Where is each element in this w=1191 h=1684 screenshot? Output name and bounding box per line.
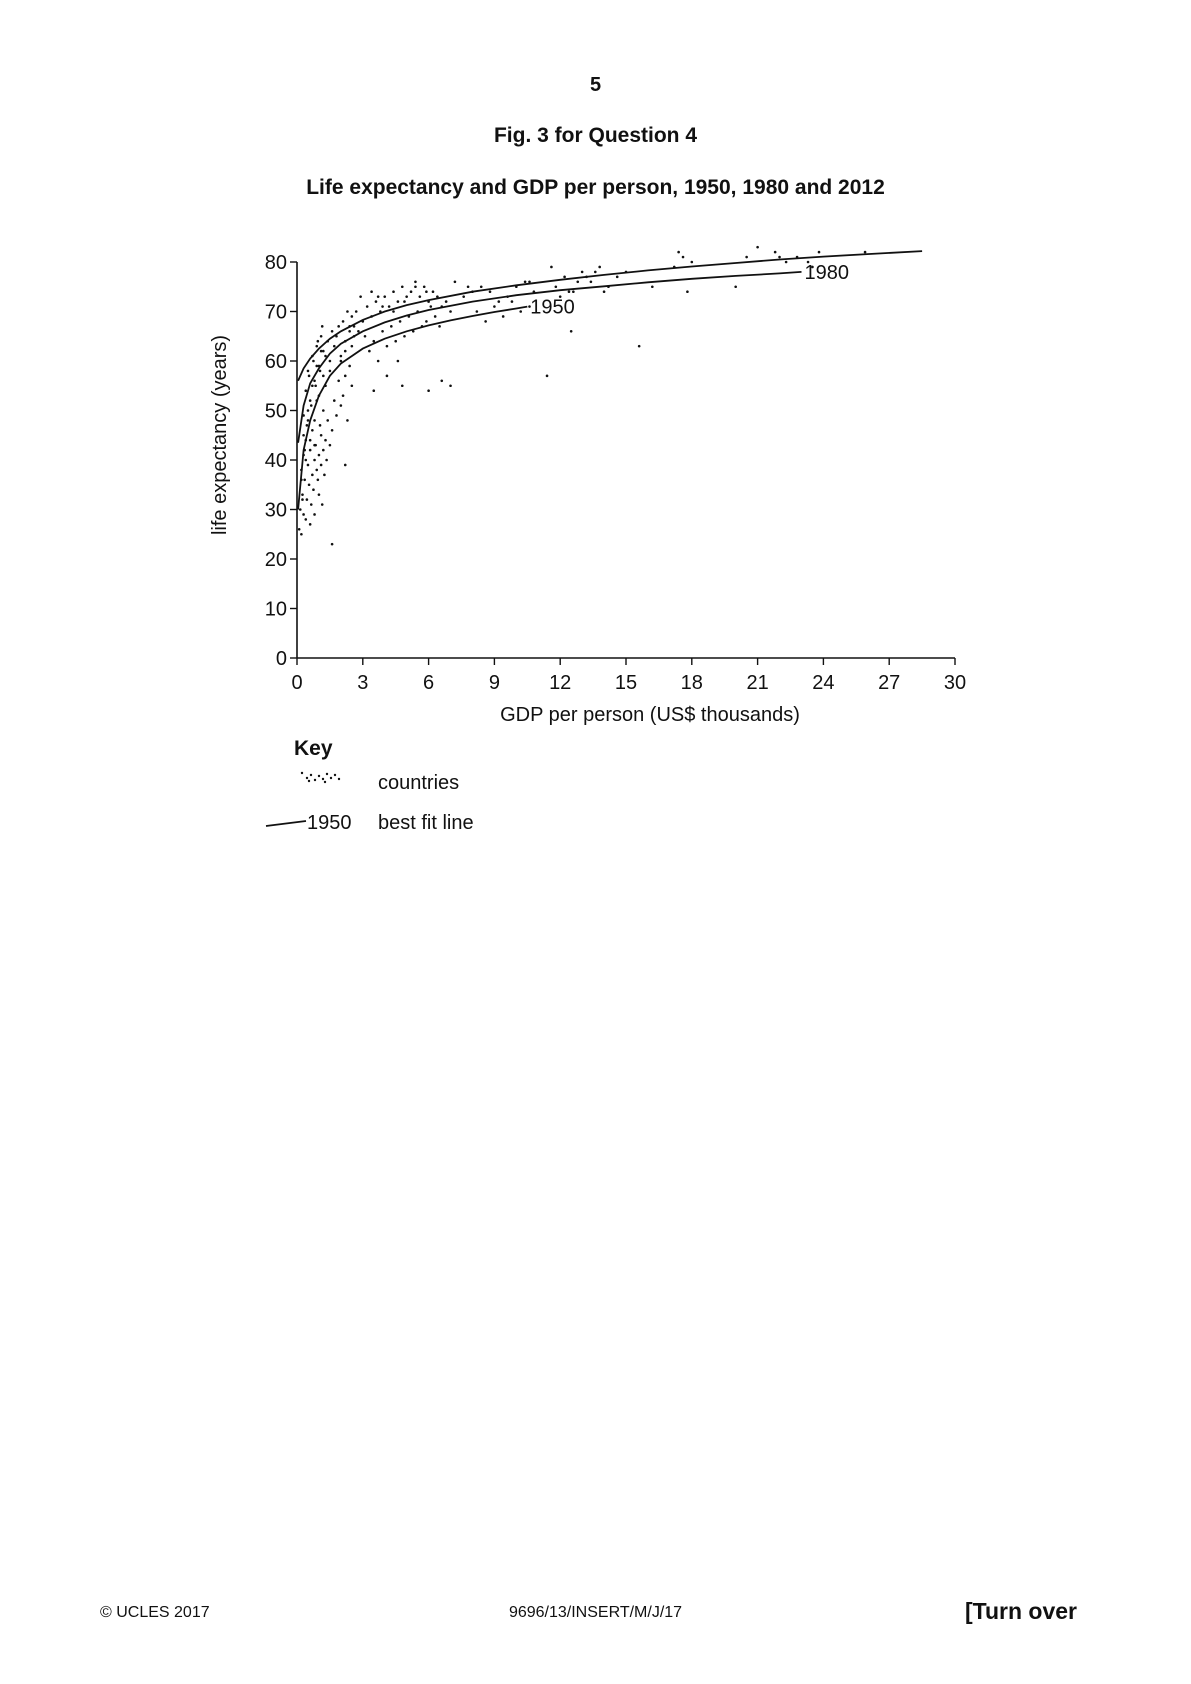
country-point bbox=[462, 295, 465, 298]
country-point bbox=[348, 365, 351, 368]
legend bbox=[266, 737, 474, 834]
country-point bbox=[309, 399, 312, 402]
y-tick-label: 30 bbox=[264, 499, 287, 522]
country-point bbox=[864, 251, 867, 254]
country-point bbox=[375, 300, 378, 303]
country-point bbox=[603, 290, 606, 293]
country-point bbox=[333, 345, 336, 348]
country-point bbox=[319, 370, 322, 373]
country-point bbox=[342, 394, 345, 397]
country-point bbox=[311, 384, 314, 387]
country-point bbox=[818, 251, 821, 254]
line-labels bbox=[530, 262, 849, 319]
country-point bbox=[570, 330, 573, 333]
country-point bbox=[568, 290, 571, 293]
country-points bbox=[298, 246, 866, 546]
country-point bbox=[313, 419, 316, 422]
country-point bbox=[335, 414, 338, 417]
country-point bbox=[320, 464, 323, 467]
line-label-1950: 1950 bbox=[530, 296, 575, 319]
y-tick-label: 20 bbox=[264, 549, 287, 571]
country-point bbox=[392, 290, 395, 293]
country-point bbox=[403, 300, 406, 303]
country-point bbox=[774, 251, 777, 254]
country-point bbox=[344, 350, 347, 353]
country-point bbox=[476, 310, 479, 313]
country-point bbox=[307, 370, 310, 373]
country-point bbox=[300, 533, 303, 536]
country-point bbox=[322, 375, 325, 378]
country-point bbox=[320, 335, 323, 338]
country-point bbox=[313, 513, 316, 516]
country-point bbox=[502, 315, 505, 318]
country-point bbox=[307, 419, 310, 422]
country-point bbox=[383, 295, 386, 298]
country-point bbox=[313, 444, 316, 447]
x-tick-label: 6 bbox=[423, 672, 435, 694]
y-tick-label: 80 bbox=[264, 252, 287, 274]
country-point bbox=[370, 290, 373, 293]
country-point bbox=[555, 285, 558, 288]
country-point bbox=[423, 285, 426, 288]
country-point bbox=[308, 483, 311, 486]
x-tick-label: 3 bbox=[357, 672, 369, 694]
country-point bbox=[329, 444, 332, 447]
country-point bbox=[576, 281, 579, 284]
axes bbox=[265, 252, 966, 694]
country-point bbox=[302, 434, 305, 437]
country-point bbox=[324, 439, 327, 442]
country-point bbox=[311, 474, 314, 477]
country-point bbox=[301, 498, 304, 501]
legend-dot bbox=[322, 778, 324, 780]
country-point bbox=[331, 429, 334, 432]
country-point bbox=[304, 459, 307, 462]
country-point bbox=[594, 271, 597, 274]
y-tick-label: 40 bbox=[264, 450, 287, 472]
country-point bbox=[386, 345, 389, 348]
country-point bbox=[304, 389, 307, 392]
country-point bbox=[311, 429, 314, 432]
country-point bbox=[318, 454, 321, 457]
country-point bbox=[344, 464, 347, 467]
country-point bbox=[434, 315, 437, 318]
country-point bbox=[377, 360, 380, 363]
country-point bbox=[397, 360, 400, 363]
country-point bbox=[322, 350, 325, 353]
y-tick-label: 0 bbox=[275, 648, 287, 670]
country-point bbox=[309, 449, 312, 452]
country-point bbox=[480, 285, 483, 288]
legend-dot bbox=[334, 774, 336, 776]
footer-turn-over: [Turn over bbox=[964, 1598, 1077, 1624]
country-point bbox=[432, 290, 435, 293]
country-point bbox=[467, 285, 470, 288]
country-point bbox=[315, 345, 318, 348]
legend-dot bbox=[338, 778, 340, 780]
country-point bbox=[302, 513, 305, 516]
country-point bbox=[310, 404, 313, 407]
country-point bbox=[299, 508, 302, 511]
country-point bbox=[572, 290, 575, 293]
chart-title: Life expectancy and GDP per person, 1950, 1980 and 2012 bbox=[306, 176, 885, 199]
country-point bbox=[381, 305, 384, 308]
country-point bbox=[550, 266, 553, 269]
country-point bbox=[326, 419, 329, 422]
country-point bbox=[449, 310, 452, 313]
country-point bbox=[414, 285, 417, 288]
footer-code: 9696/13/INSERT/M/J/17 bbox=[508, 1604, 683, 1621]
x-tick-label: 0 bbox=[291, 672, 303, 694]
country-point bbox=[651, 285, 654, 288]
country-point bbox=[691, 261, 694, 264]
country-point bbox=[414, 281, 417, 284]
country-point bbox=[329, 360, 332, 363]
best-fit-lines bbox=[298, 251, 922, 509]
country-point bbox=[438, 325, 441, 328]
country-point bbox=[745, 256, 748, 259]
country-point bbox=[563, 276, 566, 279]
country-point bbox=[377, 295, 380, 298]
country-point bbox=[381, 330, 384, 333]
country-point bbox=[346, 310, 349, 313]
legend-dots-icon bbox=[301, 772, 340, 783]
country-point bbox=[303, 479, 306, 482]
country-point bbox=[524, 281, 527, 284]
y-tick-label: 70 bbox=[264, 301, 287, 324]
y-tick-label: 50 bbox=[264, 400, 287, 423]
country-point bbox=[325, 459, 328, 462]
y-tick-label: 10 bbox=[264, 598, 287, 621]
page-number: 5 bbox=[589, 74, 602, 96]
y-axis-label: life expectancy (years) bbox=[209, 334, 231, 536]
country-point bbox=[322, 449, 325, 452]
country-point bbox=[778, 256, 781, 259]
country-point bbox=[298, 528, 301, 531]
country-point bbox=[403, 335, 406, 338]
country-point bbox=[359, 295, 362, 298]
legend-dot bbox=[306, 777, 308, 779]
country-point bbox=[686, 290, 689, 293]
legend-dot bbox=[324, 781, 326, 783]
country-point bbox=[484, 320, 487, 323]
country-point bbox=[511, 300, 514, 303]
country-point bbox=[313, 380, 316, 383]
country-point bbox=[440, 380, 443, 383]
x-tick-label: 30 bbox=[943, 672, 967, 694]
country-point bbox=[401, 384, 404, 387]
country-point bbox=[340, 404, 343, 407]
country-point bbox=[616, 276, 619, 279]
country-point bbox=[346, 419, 349, 422]
country-point bbox=[301, 493, 304, 496]
country-point bbox=[309, 439, 312, 442]
country-point bbox=[348, 330, 351, 333]
y-tick-label: 60 bbox=[264, 351, 287, 373]
country-point bbox=[425, 320, 428, 323]
x-tick-label: 12 bbox=[549, 672, 572, 694]
footer-copyright: © UCLES 2017 bbox=[100, 1604, 210, 1621]
country-point bbox=[309, 523, 312, 526]
x-tick-label: 9 bbox=[488, 672, 500, 694]
country-point bbox=[590, 281, 593, 284]
country-point bbox=[312, 360, 315, 363]
legend-line-sample-label: 1950 bbox=[307, 812, 352, 834]
country-point bbox=[355, 310, 358, 313]
country-point bbox=[493, 305, 496, 308]
country-point bbox=[419, 295, 422, 298]
country-point bbox=[344, 375, 347, 378]
country-point bbox=[351, 345, 354, 348]
country-point bbox=[519, 310, 522, 313]
country-point bbox=[372, 340, 375, 343]
legend-dot bbox=[326, 773, 328, 775]
country-point bbox=[394, 340, 397, 343]
country-point bbox=[449, 384, 452, 387]
legend-dot bbox=[330, 777, 332, 779]
country-point bbox=[756, 246, 759, 249]
country-point bbox=[429, 305, 432, 308]
country-point bbox=[333, 399, 336, 402]
legend-dot bbox=[301, 772, 303, 774]
line-label-1980: 1980 bbox=[804, 261, 849, 284]
country-point bbox=[304, 518, 307, 521]
country-point bbox=[581, 271, 584, 274]
country-point bbox=[331, 330, 334, 333]
country-point bbox=[785, 261, 788, 264]
country-point bbox=[315, 469, 318, 472]
x-tick-label: 27 bbox=[878, 672, 901, 694]
country-point bbox=[489, 290, 492, 293]
country-point bbox=[340, 355, 343, 358]
x-tick-label: 21 bbox=[746, 672, 769, 694]
country-point bbox=[320, 434, 323, 437]
country-point bbox=[342, 320, 345, 323]
country-point bbox=[308, 375, 311, 378]
country-point bbox=[388, 305, 391, 308]
country-point bbox=[318, 493, 321, 496]
country-point bbox=[337, 380, 340, 383]
x-tick-label: 15 bbox=[614, 672, 638, 694]
country-point bbox=[313, 459, 316, 462]
legend-countries-label: countries bbox=[378, 772, 460, 794]
legend-line-label: best fit line bbox=[378, 812, 474, 834]
country-point bbox=[425, 290, 428, 293]
x-axis-label: GDP per person (US$ thousands) bbox=[500, 704, 800, 726]
country-point bbox=[638, 345, 641, 348]
country-point bbox=[497, 300, 500, 303]
legend-dot bbox=[318, 775, 320, 777]
legend-dot bbox=[310, 774, 312, 776]
country-point bbox=[390, 325, 393, 328]
country-point bbox=[682, 256, 685, 259]
country-point bbox=[372, 389, 375, 392]
country-point bbox=[329, 370, 332, 373]
legend-line-sample-icon bbox=[266, 821, 306, 826]
country-point bbox=[322, 409, 325, 412]
country-point bbox=[598, 266, 601, 269]
country-point bbox=[410, 290, 413, 293]
country-point bbox=[445, 300, 448, 303]
country-point bbox=[364, 335, 367, 338]
country-point bbox=[366, 305, 369, 308]
country-point bbox=[317, 479, 320, 482]
country-point bbox=[405, 295, 408, 298]
country-point bbox=[321, 503, 324, 506]
country-point bbox=[319, 424, 322, 427]
country-point bbox=[427, 389, 430, 392]
country-point bbox=[399, 320, 402, 323]
country-point bbox=[357, 330, 360, 333]
country-point bbox=[677, 251, 680, 254]
country-point bbox=[323, 474, 326, 477]
country-point bbox=[307, 464, 310, 467]
country-point bbox=[351, 315, 354, 318]
country-point bbox=[386, 375, 389, 378]
country-point bbox=[306, 498, 309, 501]
country-point bbox=[310, 503, 313, 506]
country-point bbox=[397, 300, 400, 303]
country-point bbox=[368, 350, 371, 353]
country-point bbox=[454, 281, 457, 284]
country-point bbox=[312, 488, 315, 491]
country-point bbox=[314, 384, 317, 387]
x-tick-label: 24 bbox=[812, 672, 835, 694]
country-point bbox=[307, 409, 310, 412]
legend-dot bbox=[314, 779, 316, 781]
country-point bbox=[306, 424, 309, 427]
country-point bbox=[351, 384, 354, 387]
country-point bbox=[546, 375, 549, 378]
country-point bbox=[734, 285, 737, 288]
country-point bbox=[317, 340, 320, 343]
figure-caption: Fig. 3 for Question 4 bbox=[493, 124, 698, 147]
legend-title: Key bbox=[294, 737, 333, 760]
country-point bbox=[392, 310, 395, 313]
legend-dot bbox=[308, 780, 310, 782]
country-point bbox=[321, 325, 324, 328]
country-point bbox=[337, 325, 340, 328]
country-point bbox=[401, 285, 404, 288]
x-tick-label: 18 bbox=[680, 672, 703, 694]
country-point bbox=[331, 543, 334, 546]
